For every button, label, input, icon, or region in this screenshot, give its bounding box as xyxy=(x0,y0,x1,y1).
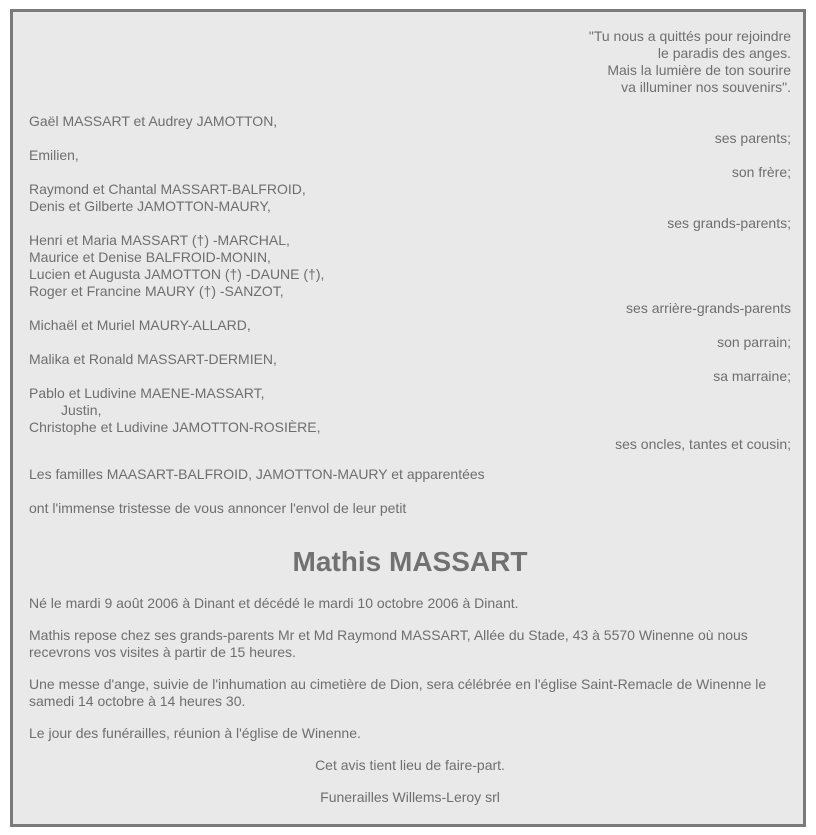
family-group-godfather xyxy=(29,317,791,351)
family-list xyxy=(29,113,791,453)
birth-death-line: Né le mardi 9 août 2006 à Dinant et décédé le mardi 10 octobre 2006 à Dinant. xyxy=(29,595,519,611)
family-name: Roger et Francine MAURY (†) -SANZOT, xyxy=(29,283,284,299)
family-group-uncles-aunts xyxy=(29,385,791,453)
announcement-line: ont l'immense tristesse de vous annoncer l'envol de leur petit xyxy=(29,500,407,516)
family-relation: ses oncles, tantes et cousin; xyxy=(615,436,791,452)
funeral-home: Funerailles Willems-Leroy srl xyxy=(320,789,500,805)
announcement-block xyxy=(29,466,791,517)
funeral-details xyxy=(29,595,791,806)
family-relation: son parrain; xyxy=(717,334,791,350)
poem-line: le paradis des anges. xyxy=(657,45,791,61)
family-group-godmother xyxy=(29,351,791,385)
epigraph-poem xyxy=(29,28,791,96)
family-relation: ses arrière-grands-parents xyxy=(626,300,791,316)
family-group-great-grandparents xyxy=(29,232,791,317)
deceased-name: Mathis MASSART xyxy=(292,546,528,577)
family-name: Pablo et Ludivine MAENE-MASSART, xyxy=(29,385,265,401)
funeral-day-info: Le jour des funérailles, réunion à l'église de Winenne. xyxy=(29,725,361,741)
family-relation: ses parents; xyxy=(714,130,791,146)
family-name: Raymond et Chantal MASSART-BALFROID, xyxy=(29,181,306,197)
family-name: Justin, xyxy=(61,402,102,418)
poem-line: va illuminer nos souvenirs". xyxy=(621,79,791,95)
family-name: Henri et Maria MASSART (†) -MARCHAL, xyxy=(29,232,290,248)
family-group-brother xyxy=(29,147,791,181)
family-name: Denis et Gilberte JAMOTTON-MAURY, xyxy=(29,198,271,214)
family-relation: sa marraine; xyxy=(713,368,791,384)
family-name: Michaël et Muriel MAURY-ALLARD, xyxy=(29,317,251,333)
family-name: Malika et Ronald MASSART-DERMIEN, xyxy=(29,351,277,367)
family-group-parents xyxy=(29,113,791,147)
family-name: Lucien et Augusta JAMOTTON (†) -DAUNE (†), xyxy=(29,266,325,282)
poem-line: "Tu nous a quittés pour rejoindre xyxy=(588,28,791,44)
family-name: Gaël MASSART et Audrey JAMOTTON, xyxy=(29,113,278,129)
obituary-content xyxy=(29,28,791,821)
families-line: Les familles MAASART-BALFROID, JAMOTTON-MAURY et apparentées xyxy=(29,466,485,482)
family-name: Emilien, xyxy=(29,147,79,163)
family-relation: son frère; xyxy=(731,164,791,180)
notice-line: Cet avis tient lieu de faire-part. xyxy=(315,757,505,773)
family-group-grandparents xyxy=(29,181,791,232)
mass-info: Une messe d'ange, suivie de l'inhumation au cimetière de Dion, sera célébrée en l'église Saint-Remacle de Winenne le samedi 14 octobre à 14 heures 30. xyxy=(29,676,767,709)
visit-info: Mathis repose chez ses grands-parents Mr et Md Raymond MASSART, Allée du Stade, 43 à 5570 Winenne où nous recevrons vos visites à partir de 15 heures. xyxy=(29,627,748,660)
family-name: Maurice et Denise BALFROID-MONIN, xyxy=(29,249,271,265)
poem-line: Mais la lumière de ton sourire xyxy=(607,62,791,78)
family-relation: ses grands-parents; xyxy=(667,215,791,231)
obituary-card xyxy=(10,9,806,827)
family-name: Christophe et Ludivine JAMOTTON-ROSIÈRE, xyxy=(29,419,321,435)
